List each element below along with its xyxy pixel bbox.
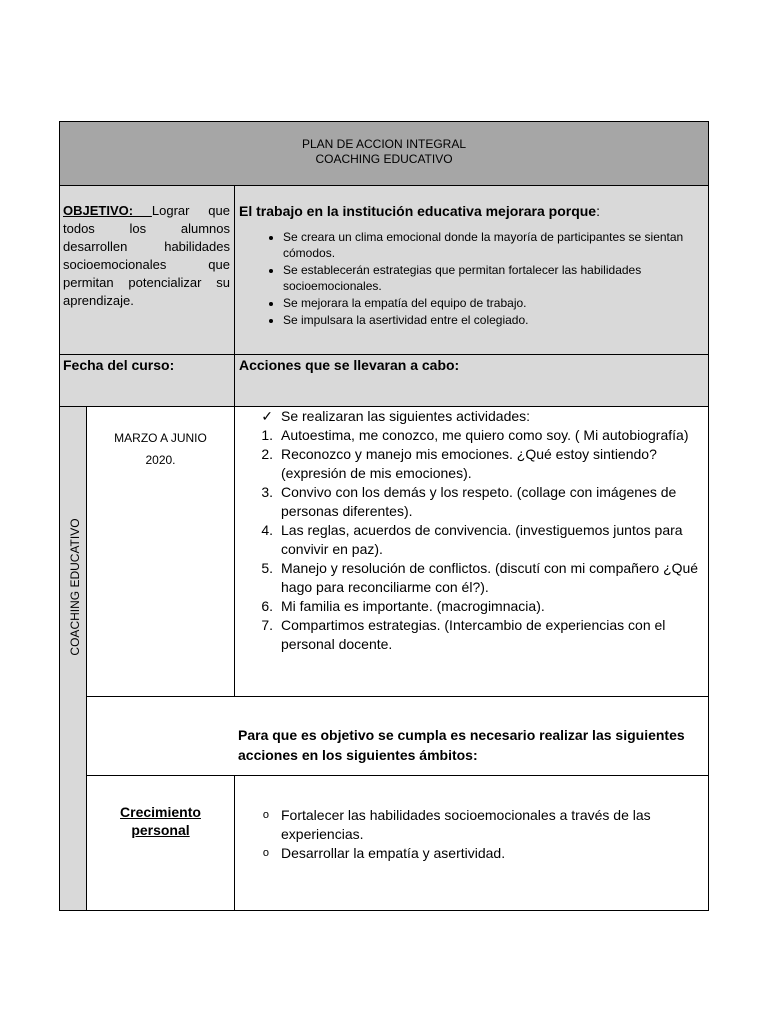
list-item: 2. Reconozco y manejo mis emociones. ¿Qué estoy sintiendo? (expresión de mis emociones). bbox=[261, 446, 657, 481]
fecha-cell bbox=[86, 406, 234, 696]
objetivo-cell bbox=[59, 185, 234, 354]
crecimiento-line-2: personal bbox=[131, 822, 190, 838]
title-line-1: PLAN DE ACCION INTEGRAL bbox=[301, 137, 467, 151]
table-title bbox=[59, 121, 709, 185]
action-plan-table bbox=[59, 121, 709, 911]
list-item: 7. Compartimos estrategias. (Intercambio de experiencias con el personal docente. bbox=[261, 617, 666, 652]
fecha-line-1: MARZO A JUNIO bbox=[114, 431, 207, 445]
circle-bullet-icon: o bbox=[262, 809, 269, 821]
para-que-text: Para que es objetivo se cumpla es necesario realizar las siguientes acciones en los siguientes ámbitos: bbox=[234, 696, 709, 775]
trabajo-bullet-list bbox=[235, 229, 709, 328]
list-item: 3. Convivo con los demás y los respeto. (collage con imágenes de personas diferentes). bbox=[261, 484, 677, 519]
check-icon: ✓ bbox=[261, 408, 273, 424]
crecimiento-line-1: Crecimiento bbox=[120, 804, 201, 820]
circle-bullet-icon: o bbox=[262, 847, 269, 859]
list-item: • Se establecerán estrategias que permitan fortalecer las habilidades socioemocionales. bbox=[283, 262, 709, 294]
objetivo-text: Lograr que todos los alumnos desarrollen habilidades socioemocionales que permitan potencializar su aprendizaje. bbox=[63, 203, 230, 308]
crecimiento-items-cell bbox=[234, 775, 709, 911]
list-item: • Se mejorara la empatía del equipo de trabajo. bbox=[283, 295, 709, 311]
list-item: • Se impulsara la asertividad entre el colegiado. bbox=[283, 312, 709, 328]
list-item: • Se creara un clima emocional donde la mayoría de participantes se sientan cómodos. bbox=[283, 229, 709, 261]
fecha-header: Fecha del curso: bbox=[59, 354, 234, 406]
list-item: o Fortalecer las habilidades socioemocionales a través de las experiencias. bbox=[235, 806, 709, 844]
actividades-intro-row bbox=[235, 407, 709, 426]
actividades-intro: Se realizaran las siguientes actividades: bbox=[281, 408, 531, 424]
acciones-header: Acciones que se llevaran a cabo: bbox=[234, 354, 709, 406]
trabajo-heading: El trabajo en la institución educativa mejorara porque: bbox=[239, 203, 600, 219]
list-item: 4. Las reglas, acuerdos de convivencia. (investiguemos juntos para convivir en paz). bbox=[261, 522, 683, 557]
actividades-cell bbox=[234, 406, 709, 696]
list-item: 1. Autoestima, me conozco, me quiero como soy. ( Mi autobiografía) bbox=[261, 427, 689, 443]
list-item: 6. Mi familia es importante. (macrogimnacia). bbox=[261, 598, 545, 614]
list-item: 5. Manejo y resolución de conflictos. (discutí con mi compañero ¿Qué hago para reconciliarme con él?). bbox=[261, 560, 699, 595]
title-line-2: COACHING EDUCATIVO bbox=[315, 152, 453, 166]
side-label-column bbox=[59, 406, 86, 911]
list-item: o Desarrollar la empatía y asertividad. bbox=[235, 844, 709, 863]
side-label: COACHING EDUCATIVO bbox=[68, 518, 82, 656]
crecimiento-label-cell bbox=[86, 775, 234, 911]
fecha-line-2: 2020. bbox=[145, 453, 176, 467]
trabajo-cell bbox=[234, 185, 709, 354]
objetivo-label: OBJETIVO: bbox=[63, 203, 152, 218]
para-que-left-cell bbox=[86, 696, 234, 775]
